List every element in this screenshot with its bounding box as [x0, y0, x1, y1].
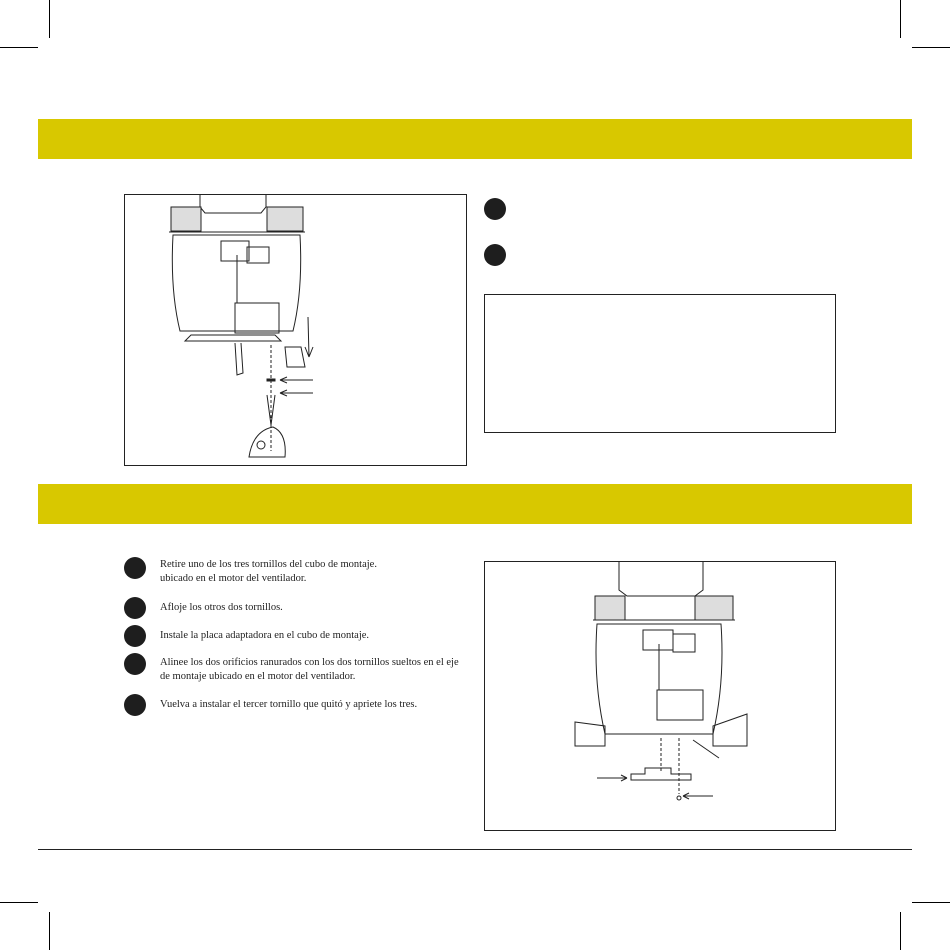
crop-mark	[912, 47, 950, 48]
crop-mark	[0, 47, 38, 48]
figure-top	[124, 194, 467, 466]
step-text: Afloje los otros dos tornillos.	[160, 602, 283, 613]
step-text: Instale la placa adaptadora en el cubo de montaje.	[160, 630, 370, 641]
section-header-band-bottom	[38, 484, 912, 524]
crop-mark	[49, 912, 50, 950]
crop-mark	[0, 902, 38, 903]
step-text: Alinee los dos orificios ranurados con los dos tornillos sueltos en el eje de montaje ubicado en el motor del ventilador.	[160, 657, 459, 682]
step-marker	[124, 653, 146, 675]
crop-mark	[900, 912, 901, 950]
footer-rule	[38, 849, 912, 850]
step-marker	[484, 198, 506, 220]
crop-mark	[900, 0, 901, 38]
crop-mark	[49, 0, 50, 38]
step-marker	[124, 597, 146, 619]
adapter-plate-illustration	[485, 562, 835, 830]
fan-mount-illustration	[125, 195, 466, 465]
step-marker	[124, 625, 146, 647]
crop-mark	[912, 902, 950, 903]
section-header-band-top	[38, 119, 912, 159]
step-marker	[484, 244, 506, 266]
note-box	[484, 294, 836, 433]
step-marker	[124, 557, 146, 579]
step-text: Vuelva a instalar el tercer tornillo que quitó y apriete los tres.	[160, 699, 418, 710]
step-marker	[124, 694, 146, 716]
step-text: Retire uno de los tres tornillos del cubo de montaje. ubicado en el motor del ventilador.	[160, 559, 377, 584]
figure-bottom	[484, 561, 836, 831]
